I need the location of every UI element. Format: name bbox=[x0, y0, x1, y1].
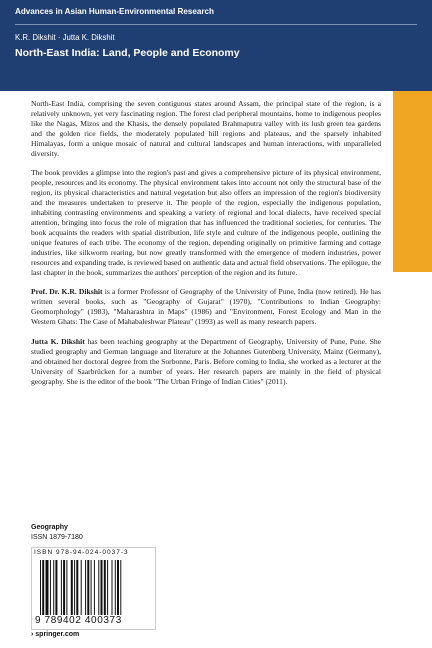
accent-bar bbox=[393, 91, 432, 272]
author-bio-2-text: has been teaching geography at the Department of Geography, University of Pune, Pune. She studied geography and German language and literature at the Johannes Gutenberg University, Mainz (Germany), and obtained her doctoral degree from the Sorbonne, Paris. Before coming to India, she worked as a lecturer at the University of Saarbrücken for a number of years. Her research papers are mainly in the field of physical geography. She is the editor of the book "The Urban Fringe of Indian Cities" (2011). bbox=[31, 337, 381, 386]
barcode-bar bbox=[74, 560, 75, 615]
author-bio-1 bbox=[31, 287, 381, 327]
barcode-bar bbox=[53, 560, 54, 615]
barcode-bar bbox=[40, 560, 41, 615]
barcode-bar bbox=[112, 560, 113, 615]
subject-label: Geography bbox=[31, 524, 68, 531]
blurb-paragraph-1: North-East India, comprising the seven contiguous states around Assam, the principal state of the region, is a relatively unknown, yet very fascinating region. The forest clad peripheral mountains, home to indigenous peoples like the Nagas, Mizos and the Khasis, the densely populated Brahmaputra valley with its lush green tea gardens and the golden rice fields, the moderately populated hill regions and plateaus, and the sparsely inhabited Himalayas, form a unique mosaic of natural and cultural landscapes and human interactions, with unparalleled diversity. bbox=[31, 99, 381, 158]
barcode-bar bbox=[104, 560, 106, 615]
author-name-1: Prof. Dr. K.R. Dikshit bbox=[31, 287, 103, 297]
barcode-bar bbox=[42, 560, 44, 615]
header-band bbox=[0, 0, 432, 91]
barcode-bar bbox=[101, 560, 103, 615]
barcode-bar bbox=[85, 560, 86, 615]
barcode-bars bbox=[40, 560, 147, 615]
barcode bbox=[31, 547, 156, 630]
barcode-bar bbox=[107, 560, 108, 615]
barcode-bar bbox=[115, 560, 116, 615]
barcode-bar bbox=[55, 560, 57, 615]
barcode-bar bbox=[63, 560, 65, 615]
barcode-bar bbox=[94, 560, 95, 615]
issn: ISSN 1879-7180 bbox=[31, 534, 83, 541]
barcode-bar bbox=[98, 560, 99, 615]
blurb-paragraph-2: The book provides a glimpse into the region's past and gives a comprehensive picture of its physical environment, people, resources and its economy. The physical environment takes into account not only the structural base of the region, its physical characteristics and natural vegetation but also offers an impression of the region's biodiversity and the measures undertaken to preserve it. The people of the region, especially the indigenous population, inhabiting contrasting environments and speaking a variety of regional and local dialects, have received special attention, bringing into focus the role of migration that has influenced the traditional societies, for centuries. The book acquaints the readers with spatial distribution, life style and culture of the indigenous people, outlining the unique features of each tribe. The economy of the region, depending originally on primitive farming and cottage industries, like silkworm rearing, but now greatly transformed with the emergence of modern industries, power resources and expanding trade, is reviewed based on authentic data and actual field observations. The epilogue, the last chapter in the book, summarizes the authors' perception of the region and its future. bbox=[31, 168, 381, 277]
barcode-bar bbox=[117, 560, 119, 615]
barcode-bar bbox=[46, 560, 49, 615]
author-bio-2 bbox=[31, 337, 381, 387]
series-title: Advances in Asian Human-Environmental Research bbox=[15, 7, 214, 16]
barcode-bar bbox=[91, 560, 92, 615]
isbn-label: ISBN 978-94-024-0037-3 bbox=[34, 549, 129, 556]
author-name-2: Jutta K. Dikshit bbox=[31, 337, 85, 347]
authors: K.R. Dikshit · Jutta K. Dikshit bbox=[15, 33, 115, 42]
barcode-bar bbox=[66, 560, 67, 615]
book-title: North-East India: Land, People and Economy bbox=[15, 47, 240, 59]
barcode-bar bbox=[50, 560, 51, 615]
barcode-bar bbox=[81, 560, 82, 615]
publisher-link[interactable]: › springer.com bbox=[31, 631, 80, 638]
barcode-digits: 9 789402 400373 bbox=[35, 615, 122, 626]
barcode-bar bbox=[71, 560, 73, 615]
author-bio-1-text: is a former Professor of Geography of the University of Pune, India (now retired). He has written several books, such as "Geography of Gujarat" (1970), "Contributions to Indian Geography: Geomorphology" (1983), "Maharashtra in Maps" (1986) and "Environment, Forest Ecology and Man in the Western Ghats: The Case of Mahabaleshwar Plateau" (1993) as well as many research papers. bbox=[31, 287, 381, 327]
header-divider bbox=[15, 24, 417, 25]
barcode-bar bbox=[120, 560, 121, 615]
barcode-bar bbox=[61, 560, 62, 615]
barcode-bar bbox=[76, 560, 78, 615]
blurb bbox=[31, 99, 381, 397]
barcode-bar bbox=[87, 560, 89, 615]
